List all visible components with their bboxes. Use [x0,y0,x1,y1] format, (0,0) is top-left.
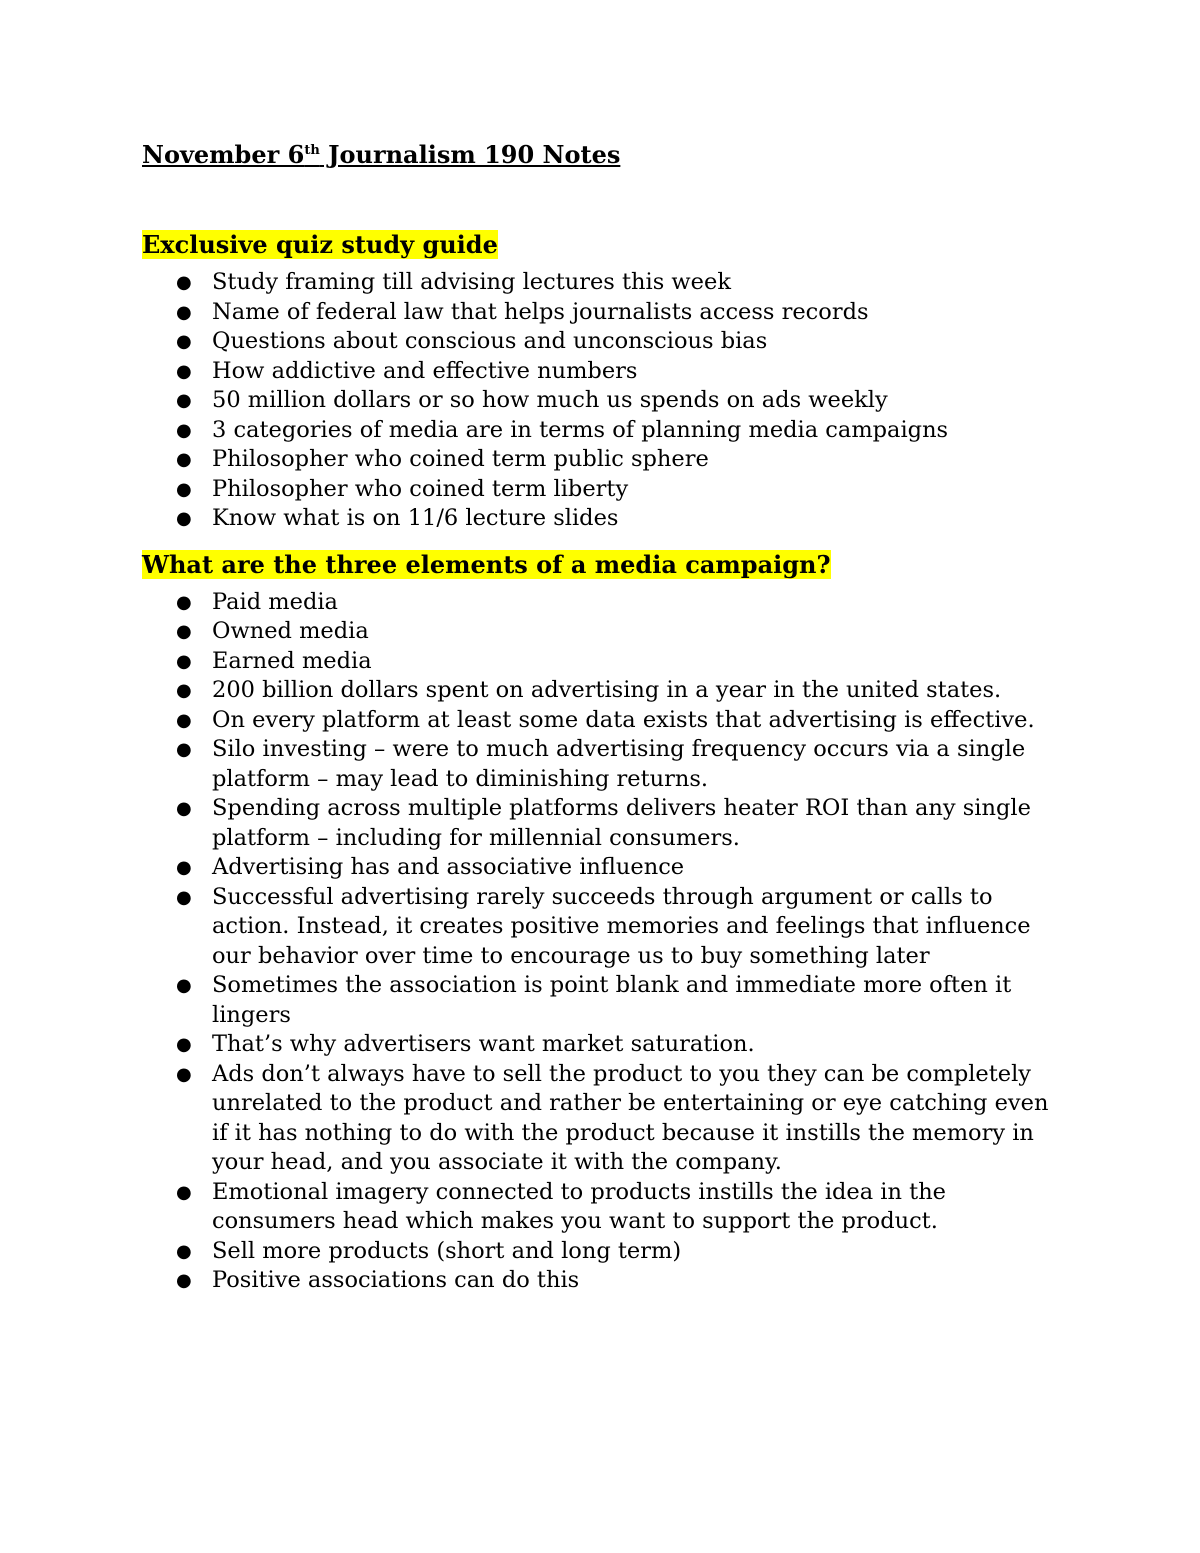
list-item [142,647,1062,677]
list-item-text: Emotional imagery connected to products instills the idea in the consumers head which makes you want to support the product. [212,1178,946,1234]
list-item [142,1060,1062,1178]
list-item [142,504,1062,534]
list-item-text: Positive associations can do this [212,1267,580,1293]
bullet-icon: ● [176,739,192,760]
list-item-text: 3 categories of media are in terms of planning media campaigns [212,416,949,443]
list-item [142,883,1062,972]
title-pre: November 6 [142,140,305,169]
heading-highlight: Exclusive quiz study guide [142,230,498,259]
bullet-icon: ● [176,798,192,819]
list-item [142,475,1062,505]
list-item [142,1266,1062,1296]
bullet-icon: ● [176,272,192,293]
list-item-text: Philosopher who coined term liberty [212,475,629,502]
list-item-text: That’s why advertisers want market saturation. [212,1031,755,1057]
list-item [142,588,1062,618]
section-heading-media-campaign [142,548,1062,582]
list-item [142,676,1062,706]
list-item [142,386,1062,416]
list-item [142,971,1062,1030]
title-post: Journalism 190 Notes [319,140,621,169]
list-item [142,1030,1062,1060]
list-item [142,706,1062,736]
list-item-text: Ads don’t always have to sell the product to you they can be completely unrelated to the product and rather be entertaining or eye catching even if it has nothing to do with the product because it instills the memory in your head, and you associate it with the company. [212,1060,1049,1175]
bullet-icon: ● [176,709,192,731]
list-item [142,298,1062,328]
bullet-icon: ● [176,591,192,613]
list-item-text: Sell more products (short and long term) [212,1237,682,1264]
list-item-text: Sometimes the association is point blank and immediate more often it lingers [212,972,1012,1028]
list-item-text: Paid media [212,588,338,615]
list-item [142,1178,1062,1237]
bullet-icon: ● [176,650,192,672]
list-item [142,268,1062,298]
title-superscript: th [304,143,320,158]
list-item-text: On every platform at least some data exists that advertising is effective. [212,706,1035,733]
list-item [142,416,1062,446]
bullet-icon: ● [176,360,192,382]
document-page [142,138,1062,1296]
bullet-icon: ● [176,886,192,908]
list-item-text: Silo investing – were to much advertising frequency occurs via a single platform – may lead to diminishing returns. [212,736,1026,792]
list-item-text: How addictive and effective numbers [212,357,638,384]
list-item-text: Earned media [212,647,372,674]
list-item [142,617,1062,647]
list-item [142,1237,1062,1267]
bullet-icon: ● [176,621,192,642]
list-item [142,327,1062,357]
page-title [142,138,1062,172]
list-item-text: 50 million dollars or so how much us spends on ads weekly [212,387,888,413]
bullet-icon: ● [176,1181,192,1203]
list-item-text: Study framing till advising lectures this week [212,269,731,295]
bullet-icon: ● [176,680,192,701]
list-item-text: Know what is on 11/6 lecture slides [212,505,619,531]
list-item-text: Successful advertising rarely succeeds through argument or calls to action. Instead, it creates positive memories and feelings that influence our behavior over time to encourage us to buy something later [212,883,1031,969]
list-item-text: Owned media [212,618,369,644]
bullet-icon: ● [176,508,192,529]
bullet-icon: ● [176,478,192,500]
section-heading-quiz-guide [142,228,1062,262]
list-item [142,794,1062,853]
section-spacer [142,534,1062,548]
bullet-icon: ● [176,331,192,352]
bullet-icon: ● [176,301,192,323]
bullet-list-media-campaign [142,588,1062,1296]
bullet-icon: ● [176,975,192,996]
list-item-text: Questions about conscious and unconscious bias [212,328,768,354]
bullet-list-quiz-guide [142,268,1062,534]
list-item-text: Philosopher who coined term public sphere [212,446,709,472]
list-item [142,445,1062,475]
bullet-icon: ● [176,1063,192,1085]
list-item-text: 200 billion dollars spent on advertising in a year in the united states. [212,677,1002,703]
list-item [142,357,1062,387]
list-item [142,735,1062,794]
bullet-icon: ● [176,419,192,441]
heading-highlight: What are the three elements of a media campaign? [142,549,831,579]
list-item [142,853,1062,883]
bullet-icon: ● [176,1270,192,1291]
bullet-icon: ● [176,1240,192,1262]
bullet-icon: ● [176,857,192,878]
bullet-icon: ● [176,390,192,411]
bullet-icon: ● [176,1034,192,1055]
list-item-text: Advertising has and associative influence [212,854,685,880]
bullet-icon: ● [176,449,192,470]
list-item-text: Name of federal law that helps journalists access records [212,298,869,325]
list-item-text: Spending across multiple platforms delivers heater ROI than any single platform – including for millennial consumers. [212,795,1031,851]
